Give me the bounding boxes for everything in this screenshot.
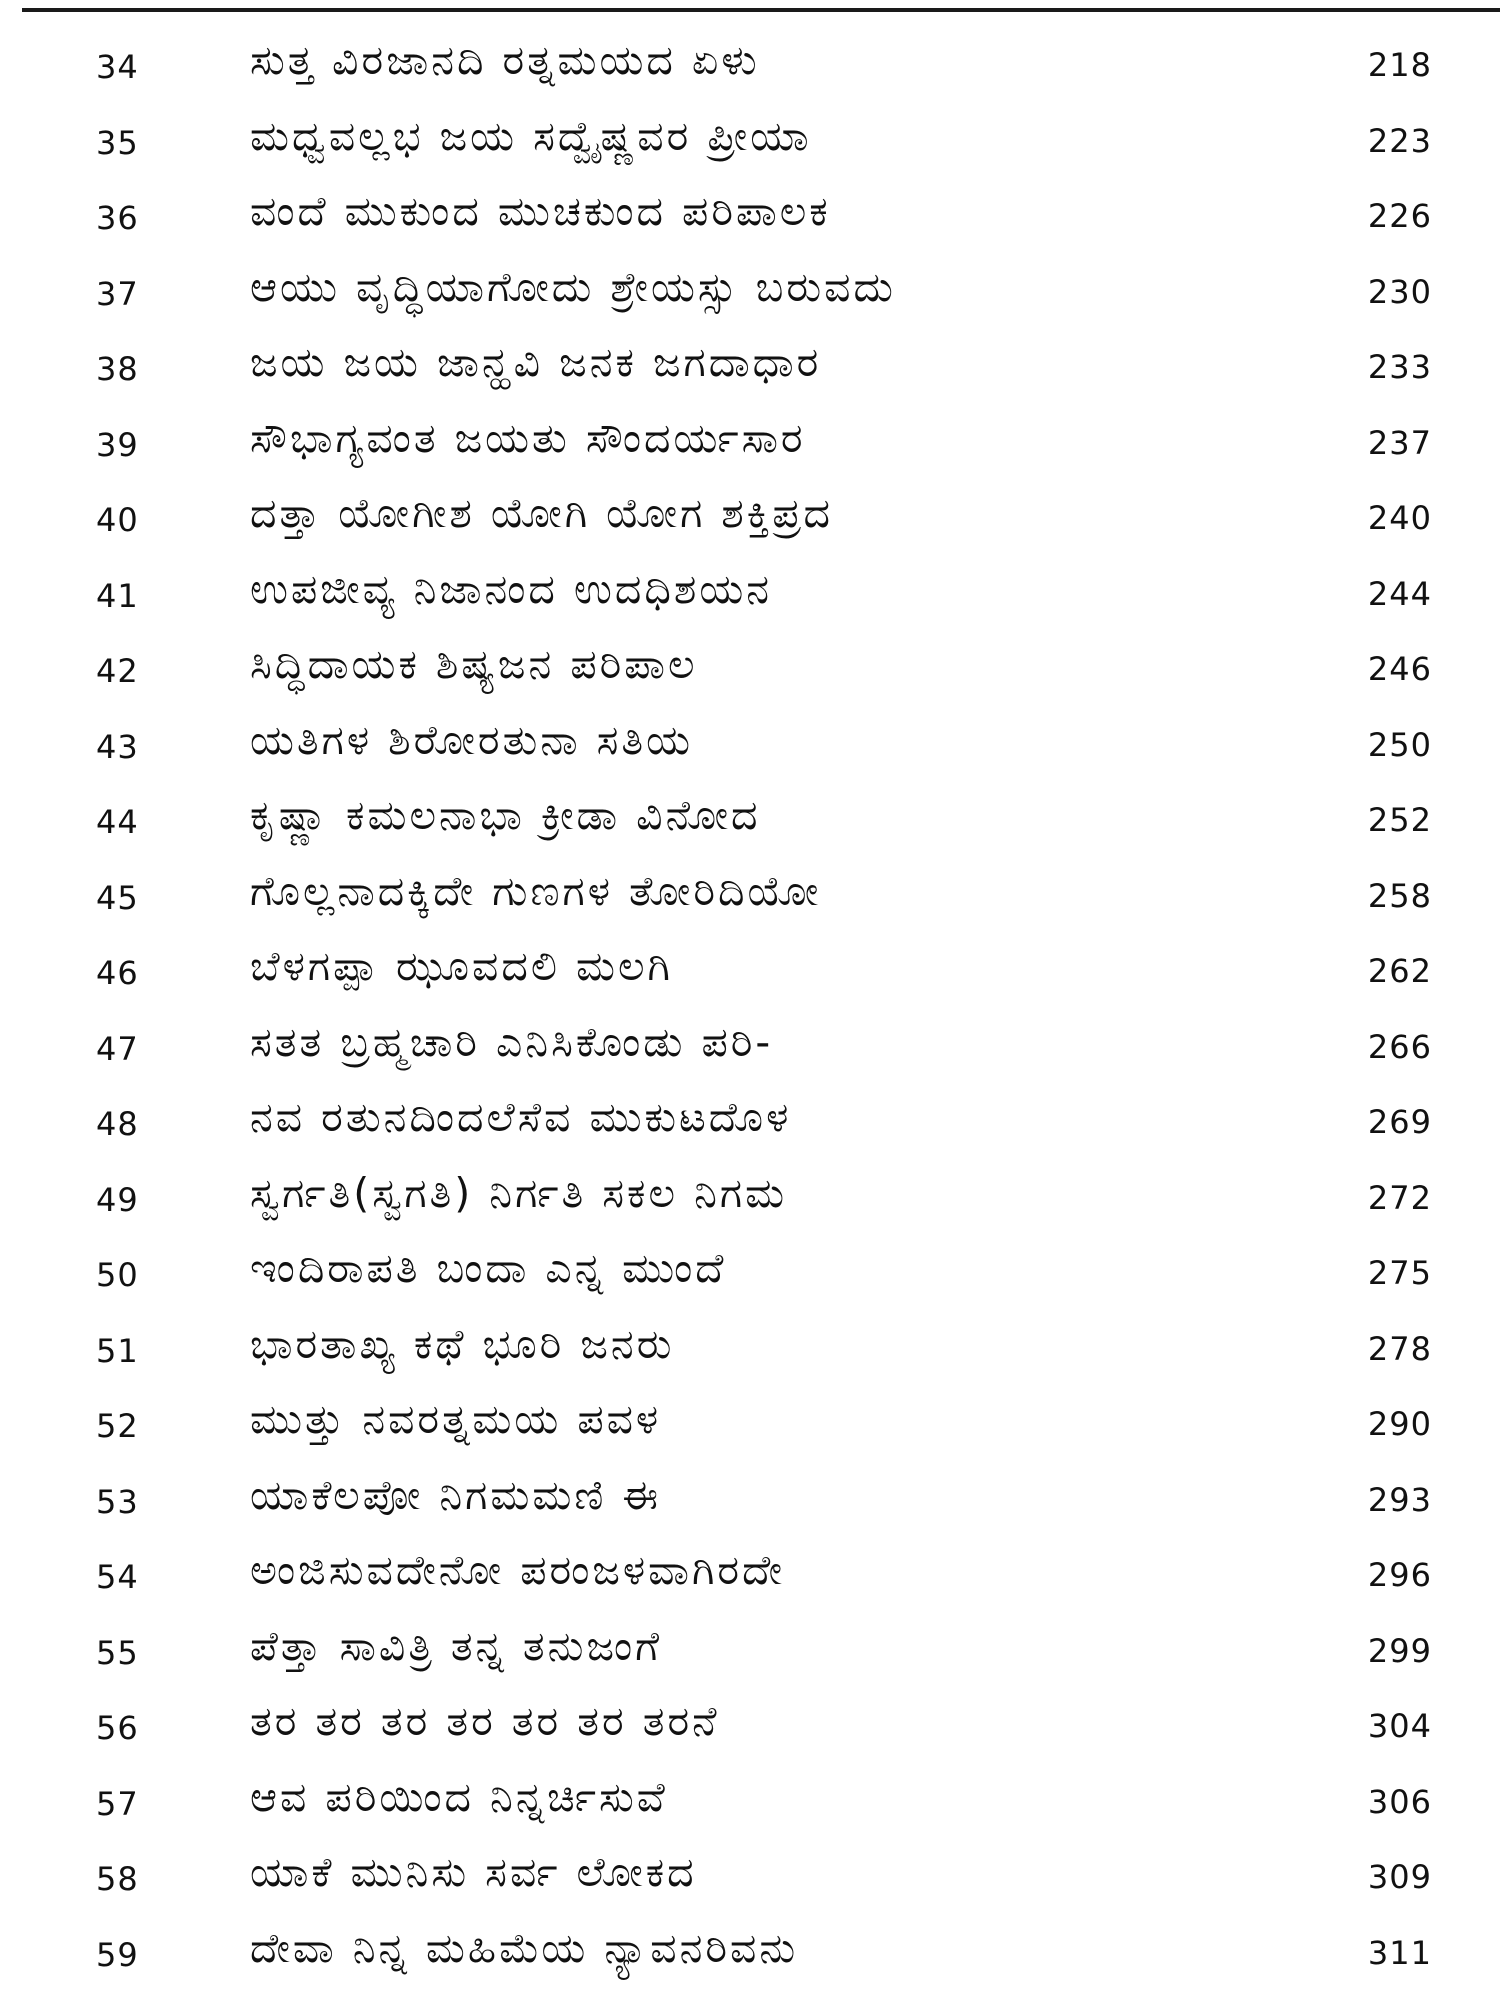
entry-title: ಸುತ್ತ ವಿರಜಾನದಿ ರತ್ನಮಯದ ಏಳು xyxy=(250,36,760,84)
entry-page: 246 xyxy=(1367,650,1432,688)
toc-row xyxy=(0,106,1500,182)
toc-row xyxy=(0,1163,1500,1239)
toc-row xyxy=(0,1918,1500,1994)
toc-row xyxy=(0,1012,1500,1088)
entry-number: 48 xyxy=(96,1105,139,1143)
toc-row xyxy=(0,1465,1500,1541)
entry-page: 296 xyxy=(1367,1556,1432,1594)
entry-page: 275 xyxy=(1367,1254,1432,1292)
entry-number: 49 xyxy=(96,1180,139,1219)
table-of-contents xyxy=(0,30,1500,1993)
entry-title: ಬೆಳಗಪ್ಪಾ ಝೂವದಲಿ ಮಲಗಿ xyxy=(250,942,673,990)
entry-number: 39 xyxy=(96,425,139,464)
entry-title: ಯಾಕೆ ಮುನಿಸು ಸರ್ವ ಲೋಕದ xyxy=(250,1848,697,1896)
entry-number: 38 xyxy=(96,350,139,388)
entry-number: 56 xyxy=(96,1709,139,1747)
entry-title: ಅಂಜಿಸುವದೇನೋ ಪರಂಜಳವಾಗಿರದೇ xyxy=(250,1546,786,1594)
entry-title: ಪೆತ್ತಾ ಸಾವಿತ್ರಿ ತನ್ನ ತನುಜಂಗೆ xyxy=(250,1621,663,1670)
entry-number: 50 xyxy=(96,1256,139,1294)
toc-row xyxy=(0,785,1500,861)
entry-page: 272 xyxy=(1367,1178,1432,1217)
entry-page: 290 xyxy=(1367,1405,1432,1443)
top-rule xyxy=(22,8,1500,12)
toc-row xyxy=(0,483,1500,559)
entry-title: ವಂದೆ ಮುಕುಂದ ಮುಚಕುಂದ ಪರಿಪಾಲಕ xyxy=(250,187,831,235)
entry-title: ಆಯು ವೃದ್ಧಿಯಾಗೋದು ಶ್ರೇಯಸ್ಸು ಬರುವದು xyxy=(250,262,896,311)
entry-number: 45 xyxy=(96,878,139,917)
entry-title: ಸೌಭಾಗ್ಯವಂತ ಜಯತು ಸೌಂದರ್ಯಸಾರ xyxy=(250,413,806,462)
entry-page: 252 xyxy=(1367,801,1432,839)
entry-page: 223 xyxy=(1367,121,1432,160)
entry-page: 309 xyxy=(1367,1858,1432,1896)
entry-title: ದೇವಾ ನಿನ್ನ ಮಹಿಮೆಯ ನ್ಯಾವನರಿವನು xyxy=(250,1923,799,1972)
entry-title: ಸ್ವರ್ಗತಿ(ಸ್ವಗತಿ) ನಿರ್ಗತಿ ಸಕಲ ನಿಗಮ xyxy=(250,1168,788,1217)
entry-title: ಸಿದ್ಧಿದಾಯಕ ಶಿಷ್ಯಜನ ಪರಿಪಾಲ xyxy=(250,640,698,688)
entry-page: 266 xyxy=(1367,1027,1432,1066)
entry-page: 230 xyxy=(1367,272,1432,311)
entry-page: 250 xyxy=(1367,725,1432,764)
entry-page: 240 xyxy=(1367,499,1432,537)
entry-number: 36 xyxy=(96,199,139,237)
entry-number: 41 xyxy=(96,576,139,615)
entry-number: 43 xyxy=(96,727,139,766)
entry-title: ಆವ ಪರಿಯಿಂದ ನಿನ್ನರ್ಚಿಸುವೆ xyxy=(250,1772,668,1821)
entry-page: 304 xyxy=(1367,1707,1432,1745)
toc-row xyxy=(0,559,1500,635)
entry-number: 42 xyxy=(96,652,139,690)
toc-row xyxy=(0,408,1500,484)
toc-row xyxy=(0,1238,1500,1314)
toc-row xyxy=(0,710,1500,786)
entry-page: 293 xyxy=(1367,1480,1432,1519)
toc-row xyxy=(0,1087,1500,1163)
toc-row xyxy=(0,257,1500,333)
entry-page: 269 xyxy=(1367,1103,1432,1141)
toc-row xyxy=(0,181,1500,257)
entry-page: 311 xyxy=(1367,1933,1432,1972)
entry-title: ಇಂದಿರಾಪತಿ ಬಂದಾ ಎನ್ನ ಮುಂದೆ xyxy=(250,1244,727,1292)
entry-number: 51 xyxy=(96,1331,139,1370)
entry-title: ಯತಿಗಳ ಶಿರೋರತುನಾ ಸತಿಯ xyxy=(250,715,694,764)
entry-title: ನವ ರತುನದಿಂದಲೆಸೆವ ಮುಕುಟದೊಳ xyxy=(250,1093,792,1141)
toc-row xyxy=(0,1389,1500,1465)
toc-row xyxy=(0,634,1500,710)
toc-row xyxy=(0,1691,1500,1767)
entry-page: 233 xyxy=(1367,348,1432,386)
entry-number: 34 xyxy=(96,48,139,86)
entry-title: ತರ ತರ ತರ ತರ ತರ ತರ ತರನೆ xyxy=(250,1697,720,1745)
toc-row xyxy=(0,1540,1500,1616)
toc-row xyxy=(0,30,1500,106)
entry-page: 278 xyxy=(1367,1329,1432,1368)
entry-number: 57 xyxy=(96,1784,139,1823)
entry-number: 58 xyxy=(96,1860,139,1898)
entry-number: 53 xyxy=(96,1482,139,1521)
entry-title: ಉಪಜೀವ್ಯ ನಿಜಾನಂದ ಉದಧಿಶಯನ xyxy=(250,564,773,613)
toc-row xyxy=(0,1314,1500,1390)
entry-number: 44 xyxy=(96,803,139,841)
entry-page: 262 xyxy=(1367,952,1432,990)
entry-number: 52 xyxy=(96,1407,139,1445)
entry-number: 47 xyxy=(96,1029,139,1068)
entry-number: 35 xyxy=(96,123,139,162)
entry-number: 55 xyxy=(96,1633,139,1672)
entry-title: ಗೊಲ್ಲನಾದಕ್ಕಿದೇ ಗುಣಗಳ ತೋರಿದಿಯೋ xyxy=(250,866,822,915)
entry-number: 37 xyxy=(96,274,139,313)
entry-page: 218 xyxy=(1367,46,1432,84)
entry-title: ಸತತ ಬ್ರಹ್ಮಚಾರಿ ಎನಿಸಿಕೊಂಡು ಪರಿ- xyxy=(250,1017,774,1066)
entry-page: 299 xyxy=(1367,1631,1432,1670)
entry-title: ಜಯ ಜಯ ಜಾನ್ಹವಿ ಜನಕ ಜಗದಾಧಾರ xyxy=(250,338,822,386)
toc-row xyxy=(0,1842,1500,1918)
toc-row xyxy=(0,861,1500,937)
entry-page: 237 xyxy=(1367,423,1432,462)
toc-row xyxy=(0,1767,1500,1843)
toc-row xyxy=(0,1616,1500,1692)
entry-number: 46 xyxy=(96,954,139,992)
entry-title: ಮುತ್ತು ನವರತ್ನಮಯ ಪವಳ xyxy=(250,1395,662,1443)
entry-title: ಕೃಷ್ಣಾ ಕಮಲನಾಭಾ ಕ್ರೀಡಾ ವಿನೋದ xyxy=(250,791,761,839)
entry-title: ದತ್ತಾ ಯೋಗೀಶ ಯೋಗಿ ಯೋಗ ಶಕ್ತಿಪ್ರದ xyxy=(250,489,833,537)
entry-number: 54 xyxy=(96,1558,139,1596)
entry-page: 306 xyxy=(1367,1782,1432,1821)
toc-row xyxy=(0,936,1500,1012)
entry-number: 40 xyxy=(96,501,139,539)
entry-title: ಮಧ್ವವಲ್ಲಭ ಜಯ ಸದ್ವೈಷ್ಣವರ ಪ್ರೀಯಾ xyxy=(250,111,812,160)
toc-row xyxy=(0,332,1500,408)
entry-page: 244 xyxy=(1367,574,1432,613)
entry-title: ಯಾಕೆಲಪೋ ನಿಗಮಮಣಿ ಈ xyxy=(250,1470,661,1519)
entry-page: 226 xyxy=(1367,197,1432,235)
entry-title: ಭಾರತಾಖ್ಯ ಕಥೆ ಭೂರಿ ಜನರು xyxy=(250,1319,675,1368)
entry-number: 59 xyxy=(96,1935,139,1974)
entry-page: 258 xyxy=(1367,876,1432,915)
